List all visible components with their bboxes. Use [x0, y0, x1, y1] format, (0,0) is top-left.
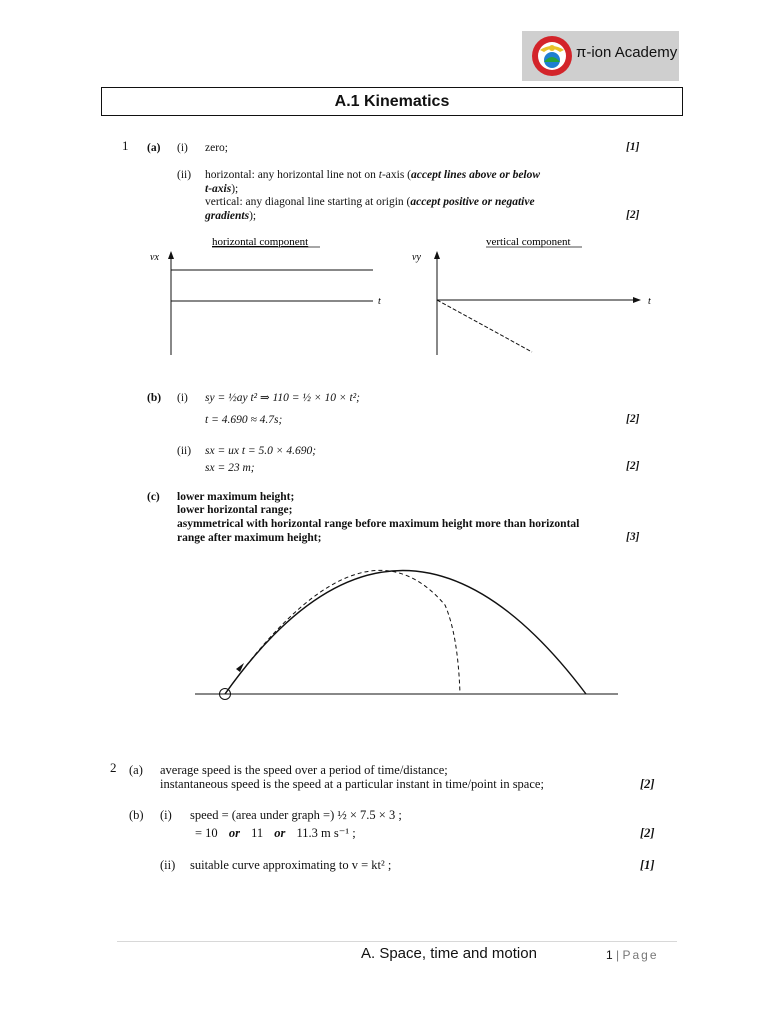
part-label: (a) [129, 763, 143, 777]
or-word: or [274, 826, 286, 840]
answer-text: range after maximum height; [177, 532, 322, 544]
question-number: 1 [122, 138, 129, 153]
subpart-label: (i) [160, 808, 172, 822]
answer-text: ); [249, 210, 257, 222]
trajectory-without-air-resistance [225, 571, 586, 695]
note-text: gradients [205, 210, 250, 222]
trajectory-with-air-resistance [225, 570, 460, 694]
page-number [606, 948, 659, 962]
left-graph-ylabel: vx [150, 252, 159, 263]
answer-value: = 10 [195, 826, 218, 840]
answer-text: zero; [205, 142, 228, 154]
footer-divider [117, 941, 677, 942]
answer-value: 11.3 m s⁻¹ ; [296, 826, 356, 840]
mark-label: [2] [626, 209, 640, 221]
mark-label: [3] [626, 531, 640, 543]
answer-text: average speed is the speed over a period of time/distance; [160, 763, 448, 777]
answer-text: lower horizontal range; [177, 504, 293, 516]
subpart-label: (i) [177, 142, 188, 154]
right-graph-ylabel: vy [412, 252, 421, 263]
part-label: (b) [147, 392, 162, 404]
page-word: Page [622, 948, 659, 962]
equation: speed = (area under graph =) ½ × 7.5 × 3 ; [190, 808, 402, 822]
answer-line [205, 182, 238, 196]
left-graph-title: horizontal component [212, 236, 309, 248]
academy-logo-icon [530, 34, 574, 78]
answer-text: lower maximum height; [177, 491, 295, 503]
answer-text: -axis ( [381, 169, 412, 181]
trajectory-diagram [190, 565, 620, 705]
answer-text: instantaneous speed is the speed at a particular instant in time/point in space; [160, 777, 544, 791]
equation: t = 4.690 ≈ 4.7s; [205, 414, 283, 426]
note-text: t-axis [205, 183, 232, 195]
part-label: (c) [147, 491, 160, 503]
answer-value: 11 [251, 826, 264, 840]
answer-text: horizontal: any horizontal line not on [205, 169, 376, 181]
mark-label: [2] [640, 777, 655, 791]
velocity-component-graphs [140, 230, 660, 360]
or-word: or [228, 826, 240, 840]
answer-text: ); [231, 183, 239, 195]
answer-text: suitable curve approximating to v = kt² ; [190, 858, 392, 872]
mark-label: [1] [640, 858, 655, 872]
equation: sy = ½ay t² ⇒ 110 = ½ × 10 × t²; [205, 392, 360, 404]
part-label: (b) [129, 808, 144, 822]
subpart-label: (ii) [177, 169, 192, 181]
part-label: (a) [147, 142, 161, 154]
equation: sx = ux t = 5.0 × 4.690; [205, 445, 317, 457]
footer-section-title: A. Space, time and motion [361, 945, 537, 962]
answer-line [205, 209, 256, 223]
page-separator: | [616, 948, 620, 962]
mark-label: [2] [626, 413, 640, 425]
vertical-velocity-line [437, 300, 532, 352]
page-title: A.1 Kinematics [101, 87, 683, 116]
question-number: 2 [110, 760, 117, 775]
answer-line [205, 195, 535, 209]
logo-text: π-ion Academy [576, 44, 678, 61]
right-graph-xlabel: t [648, 296, 651, 307]
answer-text: vertical: any diagonal line starting at origin ( [205, 196, 411, 208]
subpart-label: (i) [177, 392, 188, 404]
left-graph-xlabel: t [378, 296, 381, 307]
subpart-label: (ii) [177, 445, 192, 457]
page-number-value: 1 [606, 948, 613, 962]
mark-label: [1] [626, 141, 640, 153]
mark-label: [2] [640, 826, 655, 840]
answer-line [205, 168, 540, 182]
equation: sx = 23 m; [205, 462, 255, 474]
answer-text: asymmetrical with horizontal range before maximum height more than horizontal [177, 518, 580, 530]
note-text: accept positive or negative [410, 196, 535, 208]
answer-line [195, 826, 356, 841]
axis-symbol: t [378, 169, 382, 181]
note-text: accept lines above or below [411, 169, 541, 181]
subpart-label: (ii) [160, 858, 176, 872]
mark-label: [2] [626, 460, 640, 472]
right-graph-title: vertical component [486, 236, 571, 248]
